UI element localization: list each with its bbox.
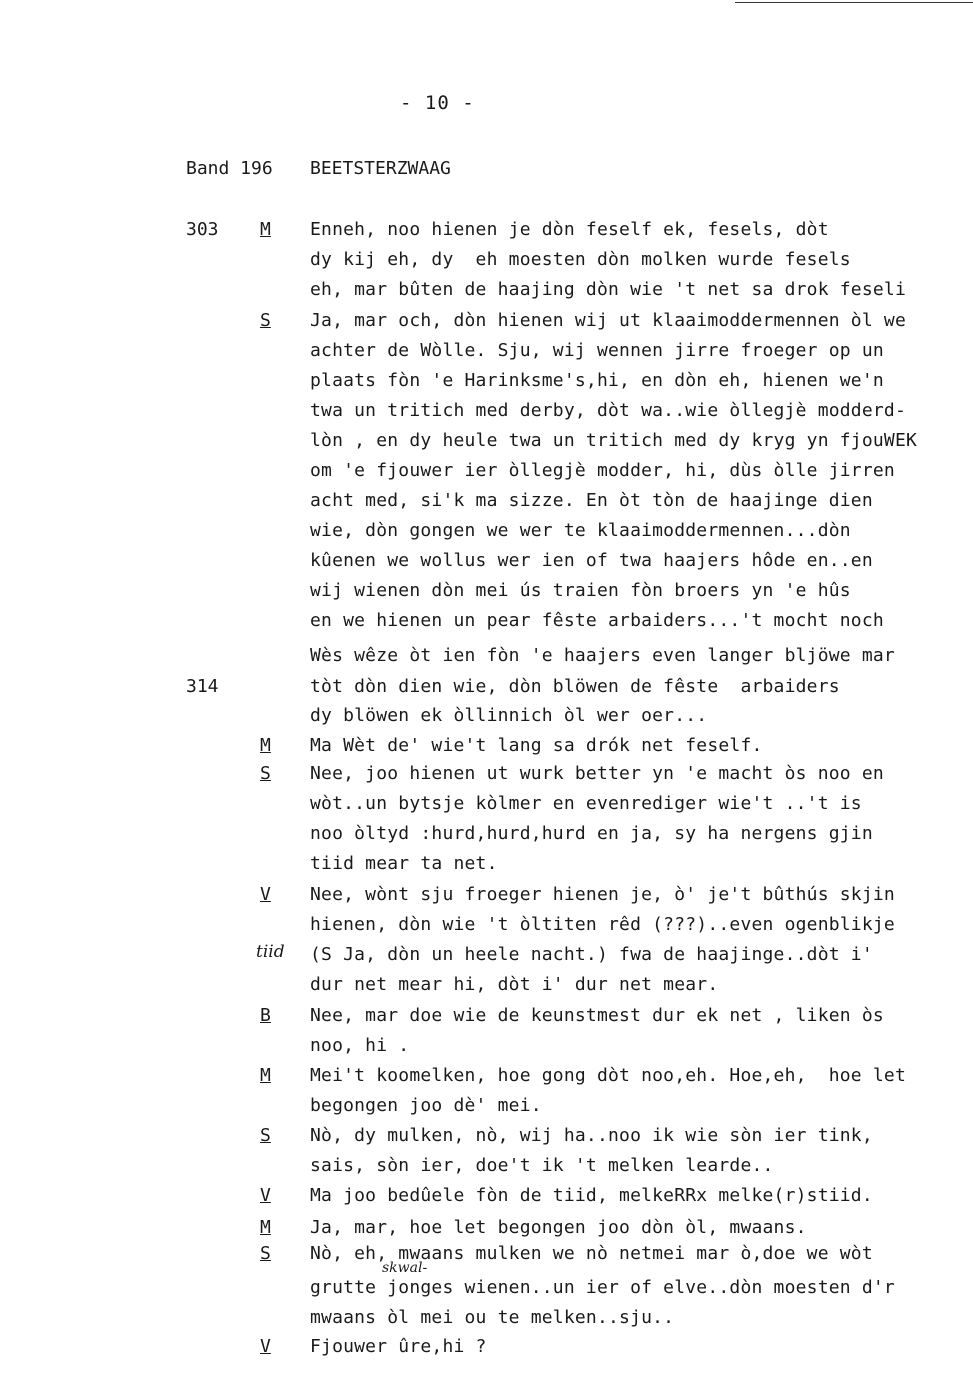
transcript-line: lòn , en dy heule twa un tritich med dy kryg yn fjouWEK (310, 430, 918, 451)
handwritten-tiid: tiid (256, 942, 285, 962)
transcript-line: noo òltyd :hurd,hurd,hurd en ja, sy ha nergens gjin (310, 823, 873, 844)
transcript-line: acht med, si'k ma sizze. En òt tòn de haajinge dien (310, 490, 873, 511)
speaker-label: S (260, 763, 271, 784)
transcript-line: Nee, wònt sju froeger hienen je, ò' je't bûthús skjin (310, 884, 895, 905)
transcript-line: begongen joo dè' mei. (310, 1095, 542, 1116)
transcript-line: kûenen we wollus wer ien of twa haajers hôde en..en (310, 550, 873, 571)
transcript-line: twa un tritich med derby, dòt wa..wie òllegjè modderd- (310, 400, 906, 421)
place-name: BEETSTERZWAAG (310, 158, 451, 179)
transcript-line: hienen, dòn wie 't òltiten rêd (???)..even ogenblikje (310, 914, 895, 935)
speaker-label: S (260, 1125, 271, 1146)
margin-number-314: 314 (186, 676, 219, 697)
speaker-label: V (260, 1336, 271, 1357)
speaker-label: M (260, 735, 271, 756)
transcript-line: om 'e fjouwer ier òllegjè modder, hi, dùs òlle jirren (310, 460, 895, 481)
transcript-line: dy blöwen ek òllinnich òl wer oer... (310, 705, 708, 726)
transcript-line: mwaans òl mei ou te melken..sju.. (310, 1307, 675, 1328)
transcript-line: Fjouwer ûre,hi ? (310, 1336, 487, 1357)
page-number: - 10 - (400, 92, 475, 114)
speaker-label: V (260, 1185, 271, 1206)
transcript-line: wie, dòn gongen we wer te klaaimoddermennen...dòn (310, 520, 851, 541)
transcript-line: grutte jonges wienen..un ier of elve..dòn moesten d'r (310, 1277, 895, 1298)
transcript-line: Ma joo bedûele fòn de tiid, melkeRRx melke(r)stiid. (310, 1185, 873, 1206)
transcript-line: Wès wêze òt ien fòn 'e haajers even langer bljöwe mar (310, 645, 895, 666)
transcript-line: tòt dòn dien wie, dòn blöwen de fêste arbaiders (310, 676, 840, 697)
transcript-line: Nee, joo hienen ut wurk better yn 'e macht òs noo en (310, 763, 884, 784)
transcript-line: dur net mear hi, dòt i' dur net mear. (310, 974, 719, 995)
transcript-line: tiid mear ta net. (310, 853, 498, 874)
transcript-line: plaats fòn 'e Harinksme's,hi, en dòn eh, hienen we'n (310, 370, 884, 391)
top-rule (735, 2, 973, 3)
transcript-line: Ja, mar och, dòn hienen wij ut klaaimoddermennen òl we (310, 310, 906, 331)
transcript-line: noo, hi . (310, 1035, 410, 1056)
speaker-label: M (260, 219, 271, 240)
margin-number-303: 303 (186, 219, 219, 240)
transcript-line: eh, mar bûten de haajing dòn wie 't net sa drok feseli (310, 279, 906, 300)
speaker-label: M (260, 1217, 271, 1238)
transcript-line: achter de Wòlle. Sju, wij wennen jirre froeger op un (310, 340, 884, 361)
transcript-line: Nee, mar doe wie de keunstmest dur ek net , liken òs (310, 1005, 884, 1026)
transcript-line: Nò, eh, mwaans mulken we nò netmei mar ò,doe we wòt (310, 1243, 873, 1264)
transcript-line: Ja, mar, hoe let begongen joo dòn òl, mwaans. (310, 1217, 807, 1238)
transcript-line: wij wienen dòn mei ús traien fòn broers yn 'e hûs (310, 580, 851, 601)
transcript-line: wòt..un bytsje kòlmer en evenrediger wie't ..'t is (310, 793, 862, 814)
transcript-line: Enneh, noo hienen je dòn feself ek, fesels, dòt (310, 219, 829, 240)
band-label: Band 196 (186, 158, 273, 179)
handwritten-skwal: skwal- (382, 1260, 428, 1276)
transcript-line: en we hienen un pear fêste arbaiders...'t mocht noch (310, 610, 884, 631)
speaker-label: S (260, 310, 271, 331)
transcript-line: dy kij eh, dy eh moesten dòn molken wurde fesels (310, 249, 851, 270)
speaker-label: B (260, 1005, 271, 1026)
transcript-line: Ma Wèt de' wie't lang sa drók net feself. (310, 735, 763, 756)
transcript-line: Mei't koomelken, hoe gong dòt noo,eh. Hoe,eh, hoe let (310, 1065, 906, 1086)
speaker-label: M (260, 1065, 271, 1086)
speaker-label: V (260, 884, 271, 905)
transcript-line: Nò, dy mulken, nò, wij ha..noo ik wie sòn ier tink, (310, 1125, 873, 1146)
transcript-line: (S Ja, dòn un heele nacht.) fwa de haajinge..dòt i' (310, 944, 873, 965)
transcript-line: sais, sòn ier, doe't ik 't melken learde.. (310, 1155, 774, 1176)
speaker-label: S (260, 1243, 271, 1264)
